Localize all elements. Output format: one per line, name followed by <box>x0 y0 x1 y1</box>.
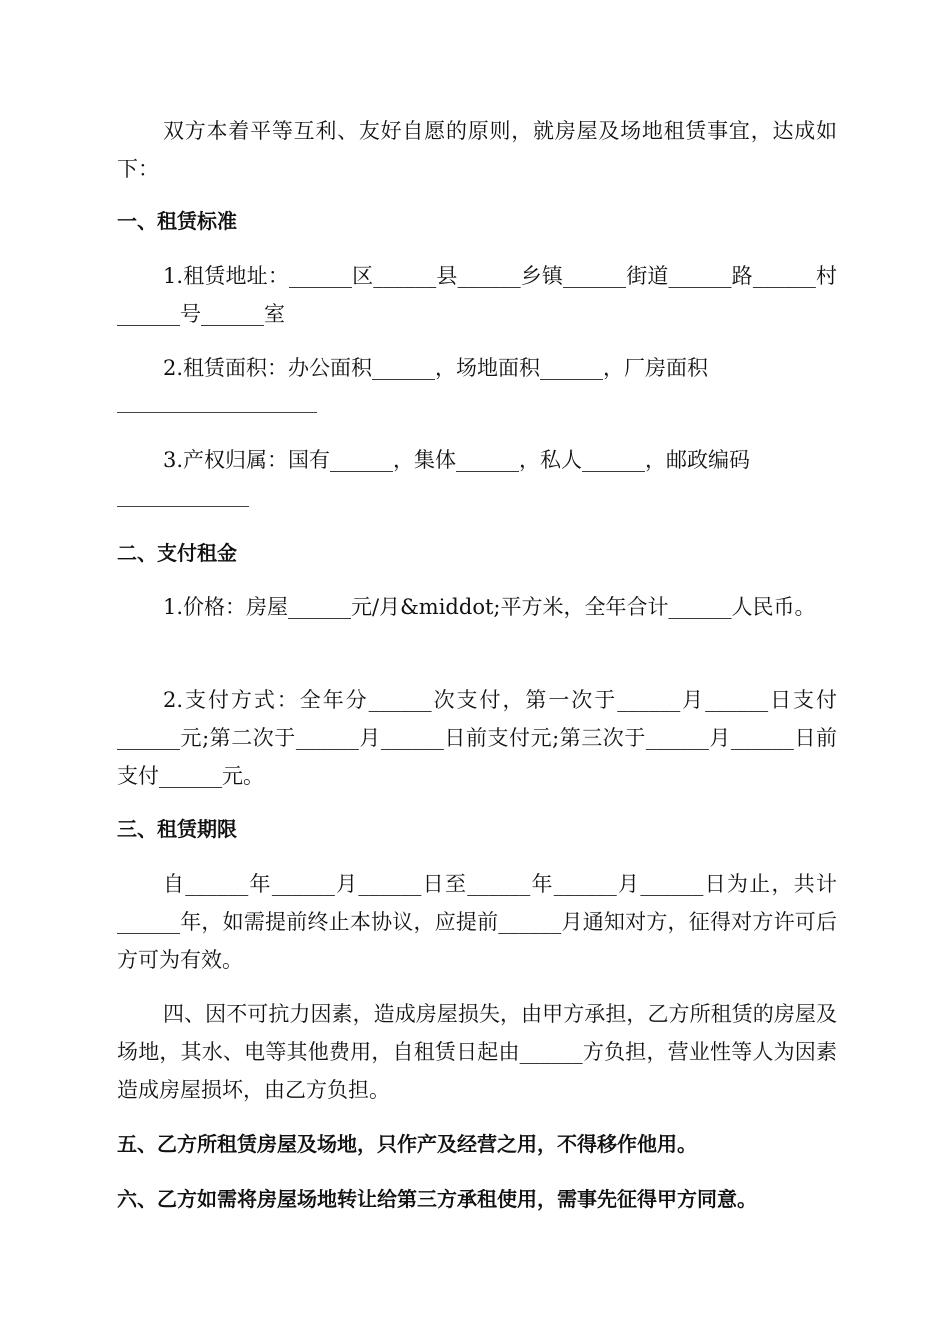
intro-paragraph: 双方本着平等互利、友好自愿的原则，就房屋及场地租赁事宜，达成如下： <box>117 119 837 181</box>
section-heading-usage-restriction: 五、乙方所租赁房屋及场地，只作产及经营之用，不得移作他用。 <box>117 1132 697 1156</box>
blank-line-postal-code <box>117 506 249 507</box>
lease-address-clause: 1.租赁地址：______区______县______乡镇______街道______路______村______号______室 <box>117 264 837 326</box>
section-heading-sublease-consent: 六、乙方如需将房屋场地转让给第三方承租使用，需事先征得甲方同意。 <box>117 1187 757 1211</box>
force-majeure-clause: 四、因不可抗力因素，造成房屋损失，由甲方承担，乙方所租赁的房屋及场地，其水、电等其他费用，自租赁日起由______方负担，营业性等人为因素造成房屋损坏，由乙方负担。 <box>117 1002 837 1102</box>
section-heading-lease-term: 三、租赁期限 <box>117 817 237 841</box>
property-rights-clause: 3.产权归属：国有______，集体______，私人______，邮政编码 <box>163 448 751 472</box>
section-heading-rent-payment: 二、支付租金 <box>117 541 237 565</box>
section-heading-lease-standard: 一、租赁标准 <box>117 209 237 233</box>
blank-line-factory-area <box>117 412 317 413</box>
lease-term-clause: 自______年______月______日至______年______月______日为止，共计______年，如需提前终止本协议，应提前______月通知对方，征得对方许可后方可为有效。 <box>117 872 837 972</box>
lease-area-clause: 2.租赁面积：办公面积______，场地面积______，厂房面积 <box>163 356 709 380</box>
price-clause: 1.价格：房屋______元/月&middot;平方米，全年合计______人民币。 <box>163 595 816 619</box>
payment-method-clause: 2.支付方式：全年分______次支付，第一次于______月______日支付______元;第二次于______月______日前支付元;第三次于______月______日前支付______元。 <box>117 688 837 788</box>
